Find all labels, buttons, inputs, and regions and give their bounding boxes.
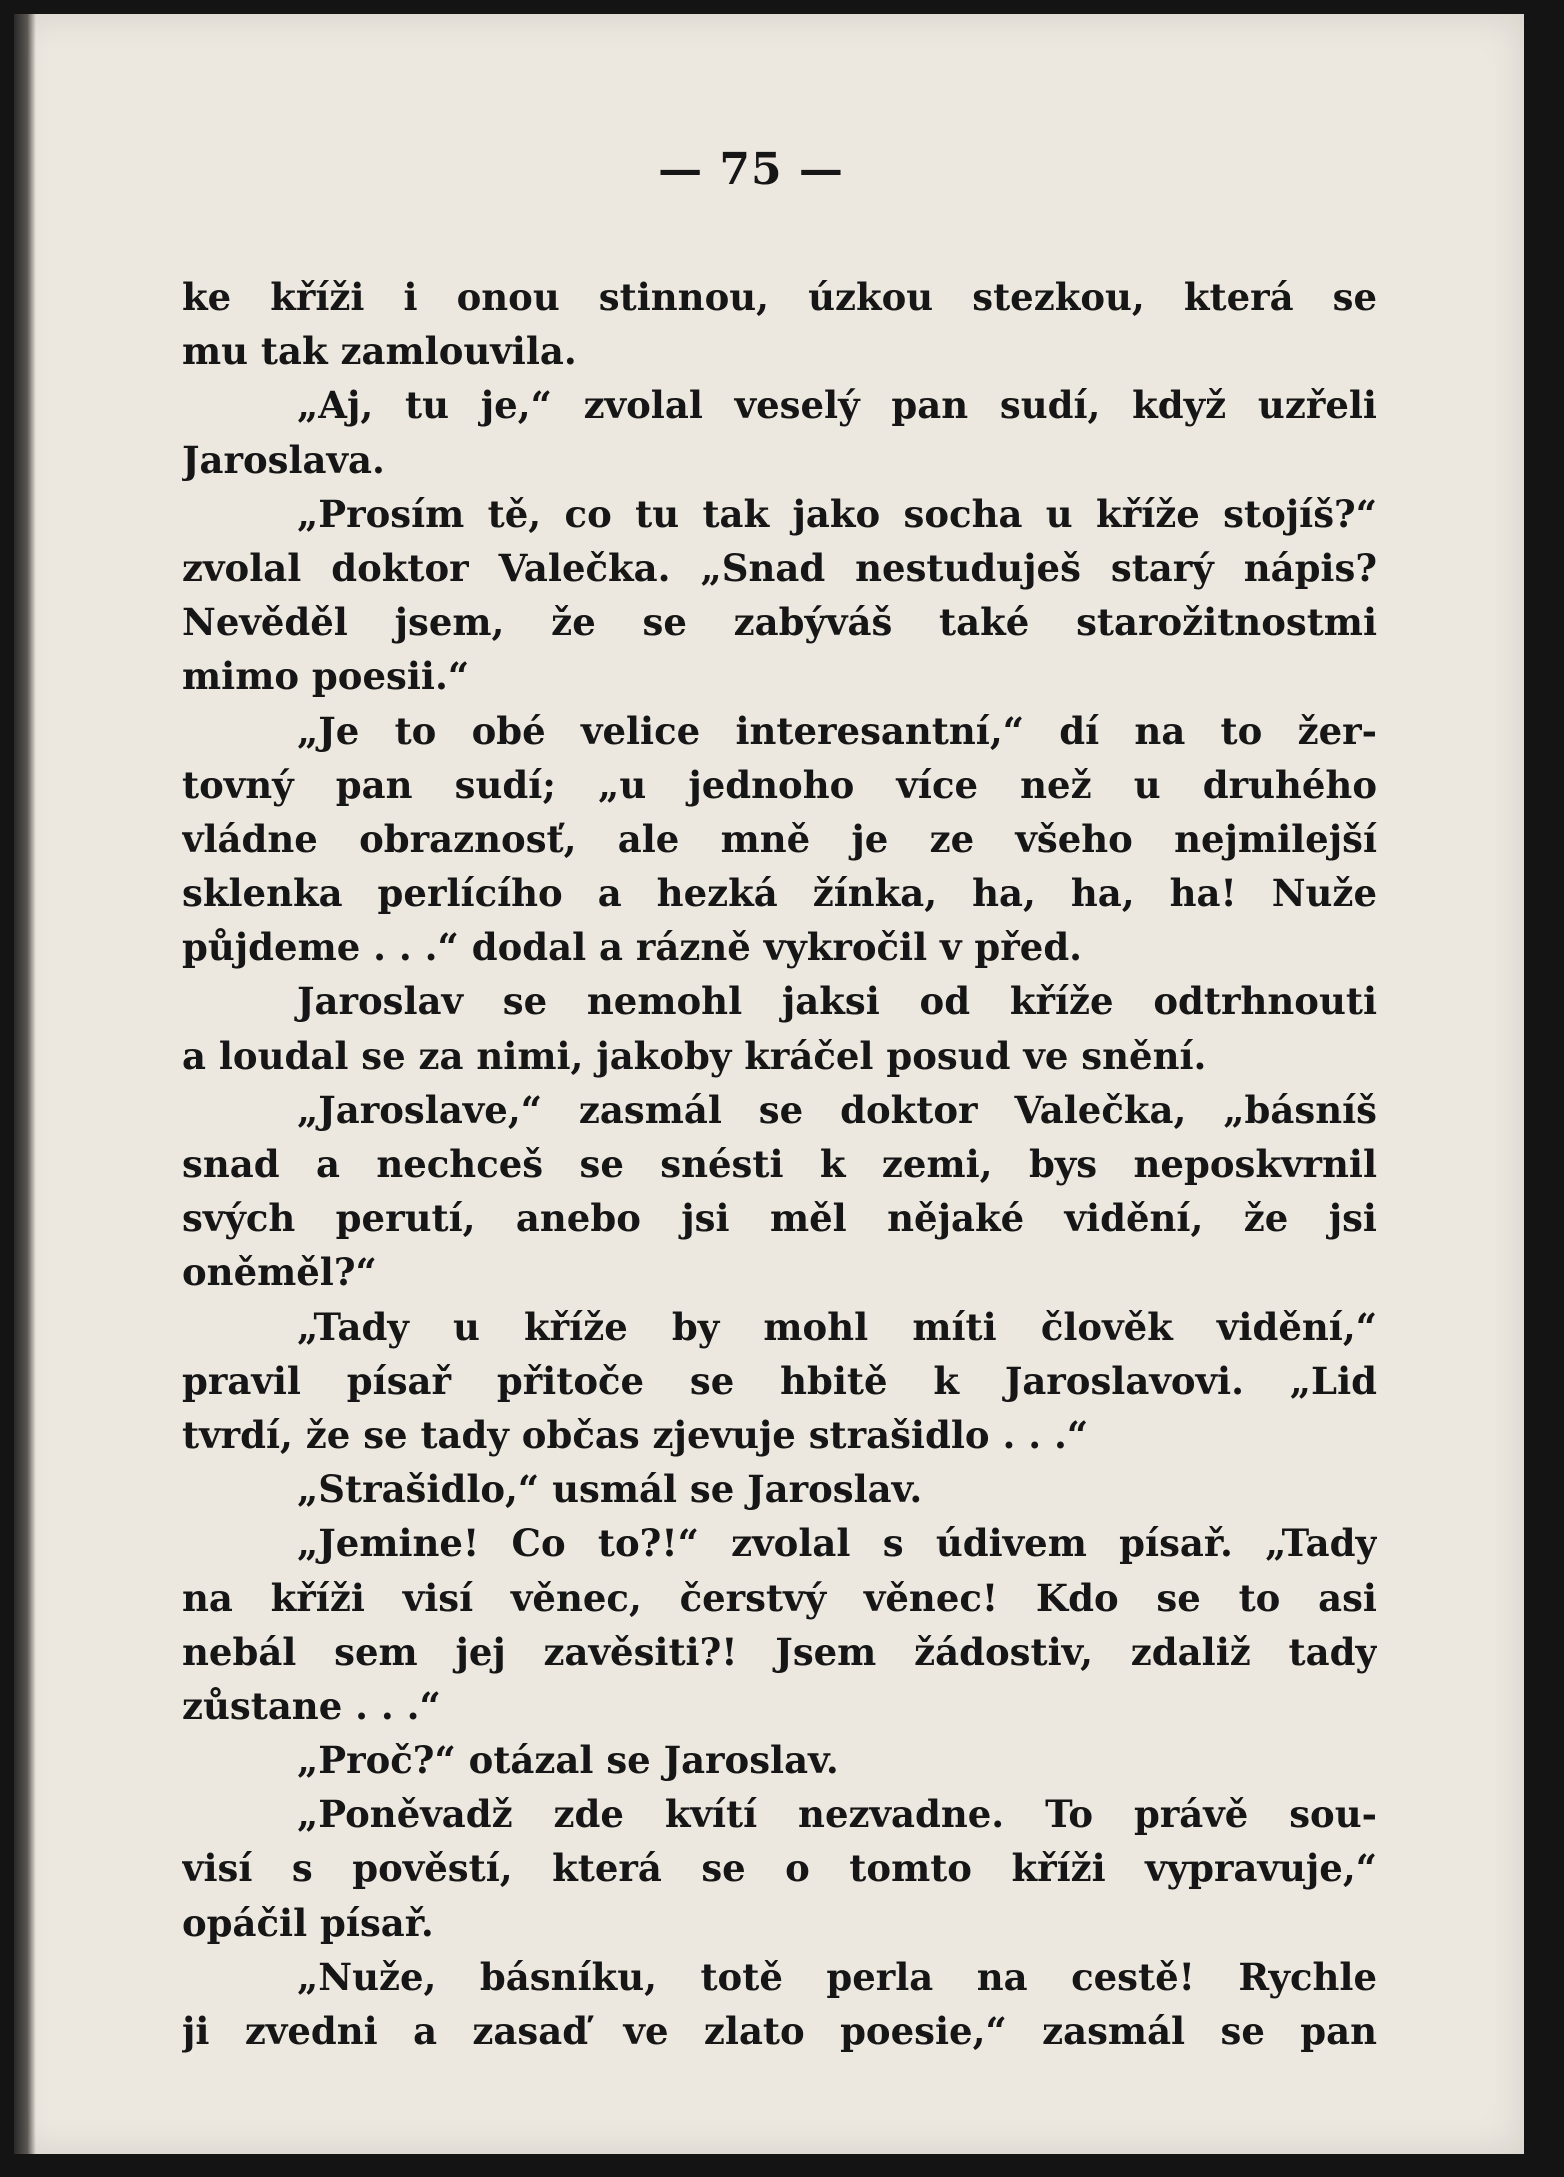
text-line: zůstane . . .“ <box>182 1683 441 1728</box>
text-line: „Prosím tě, co tu tak jako socha u kříže stojíš?“ <box>297 491 1377 536</box>
text-line: Nevěděl jsem, že se zabýváš také starožitnostmi <box>182 600 1377 645</box>
page-spine-shadow <box>14 14 36 2154</box>
text-line: „Jemine! Co to?!“ zvolal s údivem písař. „Tady <box>297 1521 1377 1566</box>
text-line: ji zvedni a zasaď ve zlato poesie,“ zasmál se pan <box>182 2009 1377 2053</box>
text-line: a loudal se za nimi, jakoby kráčel posud ve snění. <box>182 1033 1207 1078</box>
text-line: vládne obraznosť, ale mně je ze všeho nejmilejší <box>182 816 1377 861</box>
text-line: „Nuže, básníku, totě perla na cestě! Rychle <box>297 1954 1377 1999</box>
text-line: Jaroslava. <box>182 437 385 482</box>
page-number: — 75 — <box>658 144 844 195</box>
text-line: tvrdí, že se tady občas zjevuje strašidlo . . .“ <box>182 1412 1089 1457</box>
text-line: tovný pan sudí; „u jednoho více než u druhého <box>182 762 1377 807</box>
text-line: „Je to obé velice interesantní,“ dí na to žer- <box>297 708 1377 753</box>
text-line: svých perutí, anebo jsi měl nějaké vidění, že jsi <box>182 1196 1377 1241</box>
text-line: na kříži visí věnec, čerstvý věnec! Kdo se to asi <box>182 1575 1377 1620</box>
body-text <box>182 270 1377 2058</box>
text-line: sklenka perlícího a hezká žínka, ha, ha, ha! Nuže <box>182 871 1377 916</box>
text-line: zvolal doktor Valečka. „Snad nestuduješ starý nápis? <box>182 545 1377 590</box>
text-line: snad a nechceš se snésti k zemi, bys neposkvrnil <box>182 1142 1377 1186</box>
text-line: „Aj, tu je,“ zvolal veselý pan sudí, když uzřeli <box>297 383 1377 428</box>
text-line: opáčil písař. <box>182 1900 434 1945</box>
text-line: oněměl?“ <box>182 1250 377 1295</box>
text-line: visí s pověstí, která se o tomto kříži vypravuje,“ <box>182 1846 1377 1891</box>
text-line: nebál sem jej zavěsiti?! Jsem žádostiv, zdaliž tady <box>182 1629 1377 1674</box>
text-line: pravil písař přitoče se hbitě k Jaroslavovi. „Lid <box>182 1358 1377 1403</box>
text-line: mimo poesii.“ <box>182 654 470 699</box>
text-line: „Strašidlo,“ usmál se Jaroslav. <box>297 1467 923 1512</box>
text-line: „Proč?“ otázal se Jaroslav. <box>297 1738 839 1783</box>
text-line: mu tak zamlouvila. <box>182 329 577 374</box>
text-line: Jaroslav se nemohl jaksi od kříže odtrhnouti <box>297 979 1377 1024</box>
text-line: „Jaroslave,“ zasmál se doktor Valečka, „básníš <box>297 1087 1377 1132</box>
text-line: ke kříži i onou stinnou, úzkou stezkou, která se <box>182 275 1377 319</box>
text-line: „Poněvadž zde kvítí nezvadne. To právě sou- <box>297 1792 1377 1837</box>
text-line: půjdeme . . .“ dodal a rázně vykročil v před. <box>182 925 1083 970</box>
book-page <box>14 14 1524 2154</box>
text-line: „Tady u kříže by mohl míti člověk vidění,“ <box>297 1304 1377 1349</box>
